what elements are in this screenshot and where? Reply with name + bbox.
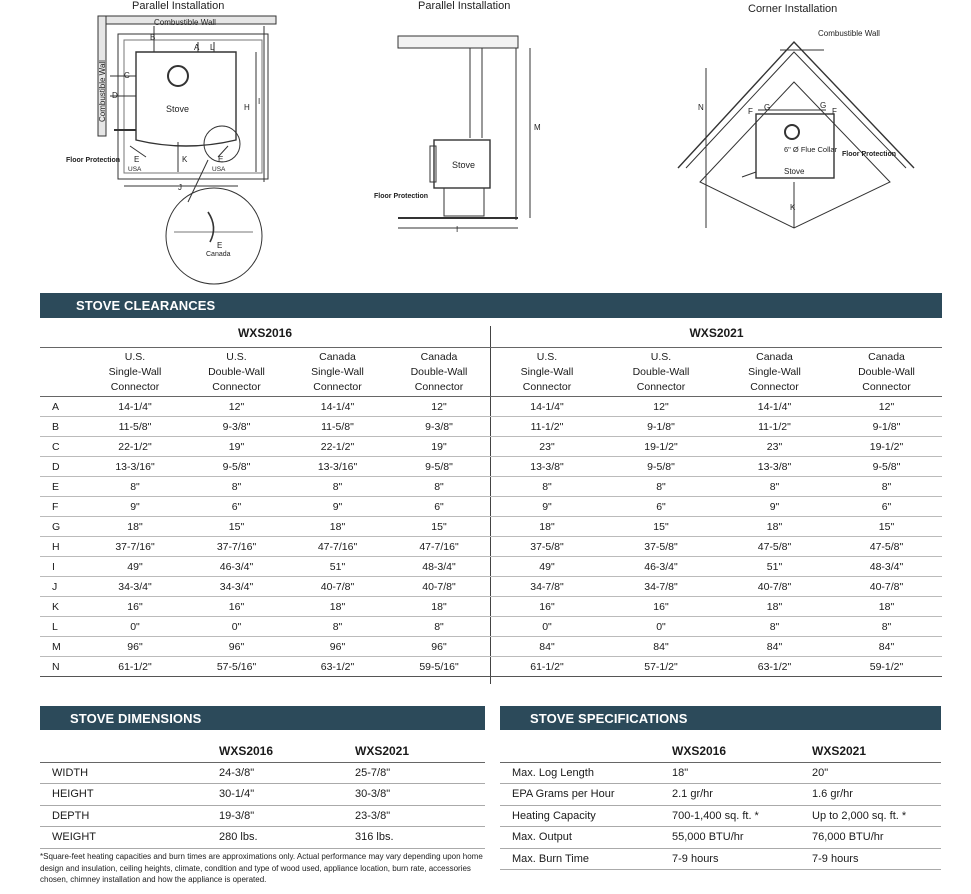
table-cell: 9-5/8" xyxy=(388,457,490,477)
table-cell: 96" xyxy=(388,637,490,657)
label-floor-protection-corner: Floor Protection xyxy=(842,151,897,158)
table-cell: 12" xyxy=(388,397,490,417)
table-cell: 40-7/8" xyxy=(718,577,831,597)
label-m: M xyxy=(534,123,541,132)
label-combustible-wall-corner: Combustible Wall xyxy=(818,29,880,38)
table-cell: 63-1/2" xyxy=(287,657,388,677)
row-label: N xyxy=(40,657,84,677)
label-floor-protection: Floor Protection xyxy=(66,157,121,164)
table-cell: 9-5/8" xyxy=(831,457,942,477)
label-letter-e-left: E xyxy=(134,155,140,164)
label-letter-j: J xyxy=(178,183,182,192)
diagram-corner-title: Corner Installation xyxy=(748,3,838,15)
table-cell: 15" xyxy=(831,517,942,537)
label-f-left: F xyxy=(748,107,753,116)
table-cell: 18" xyxy=(718,517,831,537)
label-floor-protection-middle: Floor Protection xyxy=(374,193,429,200)
table-cell: 40-7/8" xyxy=(388,577,490,597)
table-cell: 18" xyxy=(287,597,388,617)
table-cell: 63-1/2" xyxy=(718,657,831,677)
table-row xyxy=(40,637,942,657)
table-cell: 15" xyxy=(604,517,718,537)
row-label: G xyxy=(40,517,84,537)
row-label: H xyxy=(40,537,84,557)
table-cell: 9-3/8" xyxy=(186,417,287,437)
table-cell: 19-1/2" xyxy=(604,437,718,457)
label-letter-c: C xyxy=(124,71,130,80)
table-cell: 0" xyxy=(186,617,287,637)
label-combustible-wall-side: Combustible Wall xyxy=(98,60,107,122)
table-cell: 51" xyxy=(718,557,831,577)
table-cell: 6" xyxy=(388,497,490,517)
spec-header-wxs2021: WXS2021 xyxy=(812,740,941,762)
clearances-header-row xyxy=(40,348,942,397)
table-cell: 23" xyxy=(490,437,604,457)
label-flue-collar: 6" Ø Flue Collar xyxy=(784,145,838,154)
table-row xyxy=(40,437,942,457)
label-letter-a: A xyxy=(194,43,200,52)
table-cell: 8" xyxy=(388,617,490,637)
table-cell: 9-5/8" xyxy=(186,457,287,477)
table-cell: 8" xyxy=(718,617,831,637)
row-label: A xyxy=(40,397,84,417)
row-label: C xyxy=(40,437,84,457)
table-cell: 59-5/16" xyxy=(388,657,490,677)
table-cell: 8" xyxy=(388,477,490,497)
table-cell: 49" xyxy=(490,557,604,577)
table-cell: 37-7/16" xyxy=(186,537,287,557)
specifications-header-row xyxy=(500,740,941,762)
label-letter-k: K xyxy=(182,155,188,164)
table-cell: 24-3/8" xyxy=(219,762,355,784)
table-cell: 6" xyxy=(186,497,287,517)
label-stove-middle: Stove xyxy=(452,160,476,170)
table-cell: 47-7/16" xyxy=(388,537,490,557)
table-cell: 13-3/16" xyxy=(287,457,388,477)
table-cell: 37-5/8" xyxy=(604,537,718,557)
table-cell: 6" xyxy=(604,497,718,517)
table-cell: 22-1/2" xyxy=(84,437,186,457)
label-letter-e-canada: E xyxy=(217,241,223,250)
table-cell: 30-1/4" xyxy=(219,784,355,806)
table-cell: 19-3/8" xyxy=(219,805,355,827)
table-row xyxy=(40,477,942,497)
table-cell: 34-3/4" xyxy=(186,577,287,597)
col-header: Canada Double-Wall Connector xyxy=(831,348,942,397)
table-cell: 16" xyxy=(186,597,287,617)
table-cell: 20" xyxy=(812,762,941,784)
table-cell: 22-1/2" xyxy=(287,437,388,457)
row-label: D xyxy=(40,457,84,477)
table-row xyxy=(40,827,485,849)
table-cell: 19" xyxy=(388,437,490,457)
diagram-parallel-left-title: Parallel Installation xyxy=(132,0,225,12)
table-cell: 8" xyxy=(831,617,942,637)
table-row xyxy=(40,497,942,517)
table-cell: 11-1/2" xyxy=(490,417,604,437)
table-cell: 316 lbs. xyxy=(355,827,485,849)
table-cell: 57-1/2" xyxy=(604,657,718,677)
row-label: L xyxy=(40,617,84,637)
table-cell: 18" xyxy=(831,597,942,617)
table-row xyxy=(40,397,942,417)
table-cell: 8" xyxy=(831,477,942,497)
table-cell: 8" xyxy=(186,477,287,497)
table-cell: 25-7/8" xyxy=(355,762,485,784)
row-label: WIDTH xyxy=(40,762,219,784)
table-cell: 55,000 BTU/hr xyxy=(672,827,812,849)
spec-header-wxs2016: WXS2016 xyxy=(672,740,812,762)
label-combustible-wall-top: Combustible Wall xyxy=(154,18,216,27)
clearances-body xyxy=(40,397,942,677)
table-row xyxy=(40,762,485,784)
table-cell: 13-3/8" xyxy=(490,457,604,477)
table-cell: 8" xyxy=(84,477,186,497)
table-row xyxy=(500,848,941,870)
label-stove: Stove xyxy=(166,104,190,114)
table-row xyxy=(40,457,942,477)
table-cell: 37-7/16" xyxy=(84,537,186,557)
dimensions-table xyxy=(40,740,485,849)
table-cell: 8" xyxy=(490,477,604,497)
table-cell: 12" xyxy=(831,397,942,417)
table-cell: 7-9 hours xyxy=(812,848,941,870)
label-n: N xyxy=(698,103,704,112)
table-cell: 8" xyxy=(718,477,831,497)
table-cell: 84" xyxy=(718,637,831,657)
table-cell: 0" xyxy=(604,617,718,637)
table-row xyxy=(40,417,942,437)
table-cell: 18" xyxy=(287,517,388,537)
row-label: Max. Output xyxy=(500,827,672,849)
table-cell: 96" xyxy=(287,637,388,657)
diagram-parallel-left xyxy=(66,12,278,290)
table-cell: 16" xyxy=(84,597,186,617)
table-cell: 8" xyxy=(604,477,718,497)
row-label: DEPTH xyxy=(40,805,219,827)
table-cell: 18" xyxy=(718,597,831,617)
table-cell: 34-7/8" xyxy=(490,577,604,597)
table-row xyxy=(40,517,942,537)
dimensions-section-bar: STOVE DIMENSIONS xyxy=(40,706,485,730)
table-cell: 30-3/8" xyxy=(355,784,485,806)
table-row xyxy=(500,827,941,849)
col-header: U.S. Single-Wall Connector xyxy=(84,348,186,397)
clearances-table xyxy=(40,347,942,677)
table-cell: 14-1/4" xyxy=(718,397,831,417)
dimensions-header-row xyxy=(40,740,485,762)
table-row xyxy=(40,657,942,677)
table-cell: 48-3/4" xyxy=(831,557,942,577)
table-cell: 9" xyxy=(490,497,604,517)
row-label: HEIGHT xyxy=(40,784,219,806)
table-cell: 18" xyxy=(84,517,186,537)
table-cell: 18" xyxy=(388,597,490,617)
label-usa-right: USA xyxy=(212,166,226,173)
table-cell: 51" xyxy=(287,557,388,577)
table-row xyxy=(40,805,485,827)
table-cell: 14-1/4" xyxy=(287,397,388,417)
dimensions-body xyxy=(40,762,485,848)
table-cell: 61-1/2" xyxy=(490,657,604,677)
table-cell: Up to 2,000 sq. ft. * xyxy=(812,805,941,827)
row-label: Heating Capacity xyxy=(500,805,672,827)
table-row xyxy=(40,784,485,806)
label-g-right: G xyxy=(820,101,827,110)
table-cell: 19" xyxy=(186,437,287,457)
spec-header-blank xyxy=(500,740,672,762)
clearances-section-bar: STOVE CLEARANCES xyxy=(40,293,942,318)
table-cell: 1.6 gr/hr xyxy=(812,784,941,806)
table-cell: 9" xyxy=(718,497,831,517)
header-blank xyxy=(40,348,84,397)
table-cell: 47-7/16" xyxy=(287,537,388,557)
table-cell: 700-1,400 sq. ft. * xyxy=(672,805,812,827)
table-cell: 18" xyxy=(672,762,812,784)
col-header: U.S. Single-Wall Connector xyxy=(490,348,604,397)
row-label: B xyxy=(40,417,84,437)
table-cell: 11-1/2" xyxy=(718,417,831,437)
table-cell: 48-3/4" xyxy=(388,557,490,577)
table-cell: 59-1/2" xyxy=(831,657,942,677)
specifications-table xyxy=(500,740,941,870)
table-row xyxy=(500,762,941,784)
table-cell: 11-5/8" xyxy=(287,417,388,437)
label-f-right: F xyxy=(832,107,837,116)
col-header: Canada Double-Wall Connector xyxy=(388,348,490,397)
label-canada: Canada xyxy=(206,251,231,258)
table-cell: 14-1/4" xyxy=(84,397,186,417)
row-label: F xyxy=(40,497,84,517)
table-cell: 40-7/8" xyxy=(287,577,388,597)
table-cell: 34-7/8" xyxy=(604,577,718,597)
table-cell: 47-5/8" xyxy=(718,537,831,557)
table-cell: 46-3/4" xyxy=(186,557,287,577)
table-cell: 13-3/16" xyxy=(84,457,186,477)
table-cell: 9-1/8" xyxy=(604,417,718,437)
table-cell: 23" xyxy=(718,437,831,457)
table-cell: 14-1/4" xyxy=(490,397,604,417)
dim-header-wxs2016: WXS2016 xyxy=(219,740,355,762)
diagram-corner xyxy=(676,22,926,237)
row-label: Max. Log Length xyxy=(500,762,672,784)
table-cell: 47-5/8" xyxy=(831,537,942,557)
label-usa-left: USA xyxy=(128,166,142,173)
table-cell: 9" xyxy=(84,497,186,517)
table-cell: 7-9 hours xyxy=(672,848,812,870)
table-cell: 34-3/4" xyxy=(84,577,186,597)
table-cell: 2.1 gr/hr xyxy=(672,784,812,806)
table-cell: 61-1/2" xyxy=(84,657,186,677)
col-header: Canada Single-Wall Connector xyxy=(718,348,831,397)
label-letter-l: L xyxy=(210,43,215,52)
table-cell: 23-3/8" xyxy=(355,805,485,827)
table-cell: 49" xyxy=(84,557,186,577)
table-cell: 12" xyxy=(604,397,718,417)
table-cell: 0" xyxy=(490,617,604,637)
table-row xyxy=(40,617,942,637)
table-cell: 280 lbs. xyxy=(219,827,355,849)
table-cell: 9-1/8" xyxy=(831,417,942,437)
table-cell: 15" xyxy=(388,517,490,537)
diagram-parallel-middle xyxy=(372,28,552,238)
dim-header-blank xyxy=(40,740,219,762)
row-label: I xyxy=(40,557,84,577)
table-cell: 9-5/8" xyxy=(604,457,718,477)
row-label: E xyxy=(40,477,84,497)
row-label: K xyxy=(40,597,84,617)
table-cell: 96" xyxy=(186,637,287,657)
label-letter-b: B xyxy=(150,33,156,42)
label-letter-e-right: E xyxy=(218,155,224,164)
label-letter-h: H xyxy=(244,103,250,112)
dim-header-wxs2021: WXS2021 xyxy=(355,740,485,762)
specifications-section-bar: STOVE SPECIFICATIONS xyxy=(500,706,941,730)
col-header: U.S. Double-Wall Connector xyxy=(604,348,718,397)
table-cell: 9-3/8" xyxy=(388,417,490,437)
label-g-left: G xyxy=(764,103,771,112)
table-row xyxy=(40,577,942,597)
table-cell: 8" xyxy=(287,617,388,637)
row-label: Max. Burn Time xyxy=(500,848,672,870)
row-label: M xyxy=(40,637,84,657)
table-cell: 96" xyxy=(84,637,186,657)
table-row xyxy=(40,597,942,617)
table-cell: 37-5/8" xyxy=(490,537,604,557)
table-cell: 0" xyxy=(84,617,186,637)
table-cell: 84" xyxy=(604,637,718,657)
label-letter-i: I xyxy=(258,97,261,106)
diagram-parallel-middle-title: Parallel Installation xyxy=(418,0,511,12)
table-cell: 16" xyxy=(490,597,604,617)
table-cell: 76,000 BTU/hr xyxy=(812,827,941,849)
table-cell: 12" xyxy=(186,397,287,417)
table-cell: 15" xyxy=(186,517,287,537)
label-letter-d: D xyxy=(112,91,118,100)
table-cell: 8" xyxy=(287,477,388,497)
table-cell: 18" xyxy=(490,517,604,537)
group-header-wxs2016: WXS2016 xyxy=(237,326,293,340)
table-cell: 84" xyxy=(831,637,942,657)
table-cell: 6" xyxy=(831,497,942,517)
group-header-wxs2021: WXS2021 xyxy=(689,326,744,340)
label-stove-corner: Stove xyxy=(784,167,805,176)
table-cell: 46-3/4" xyxy=(604,557,718,577)
row-label: J xyxy=(40,577,84,597)
table-row xyxy=(500,784,941,806)
table-row xyxy=(500,805,941,827)
table-cell: 19-1/2" xyxy=(831,437,942,457)
table-cell: 16" xyxy=(604,597,718,617)
row-label: EPA Grams per Hour xyxy=(500,784,672,806)
row-label: WEIGHT xyxy=(40,827,219,849)
label-i-middle: I xyxy=(456,225,459,234)
table-cell: 9" xyxy=(287,497,388,517)
table-cell: 13-3/8" xyxy=(718,457,831,477)
footnote: *Square-feet heating capacities and burn times are approximations only. Actual performance may vary depending upon home design and insulation, ceiling heights, climate, condition and type of wood used, appliance location, burn rate, accessories chosen, chimney installation and how the appliance is operated. xyxy=(40,852,483,884)
table-row xyxy=(40,537,942,557)
col-header: U.S. Double-Wall Connector xyxy=(186,348,287,397)
table-cell: 57-5/16" xyxy=(186,657,287,677)
col-header: Canada Single-Wall Connector xyxy=(287,348,388,397)
table-row xyxy=(40,557,942,577)
label-k-corner: K xyxy=(790,203,796,212)
table-cell: 40-7/8" xyxy=(831,577,942,597)
table-cell: 11-5/8" xyxy=(84,417,186,437)
table-cell: 84" xyxy=(490,637,604,657)
specifications-body xyxy=(500,762,941,870)
